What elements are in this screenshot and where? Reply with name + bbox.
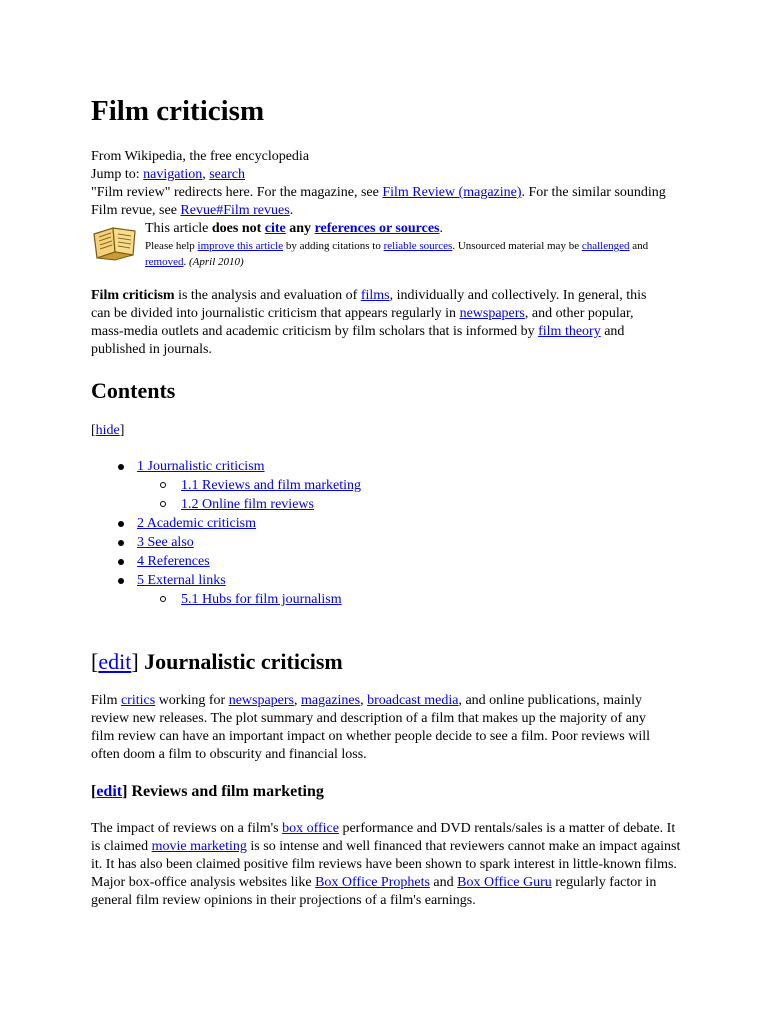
search-link[interactable]: search (209, 167, 245, 182)
jump-to-line (91, 166, 691, 184)
improve-this-article-link[interactable]: improve this article (197, 240, 284, 252)
toc-link-reviews-and-film-marketing[interactable]: 1.1 Reviews and film marketing (181, 478, 362, 493)
revue-film-revues-link[interactable]: Revue#Film revues (180, 203, 290, 218)
bullet-icon (118, 559, 124, 565)
notice-text (145, 220, 665, 270)
redirect-text: . For the similar sounding Film revue, see (91, 185, 666, 218)
newspapers-link[interactable]: newspapers (459, 306, 525, 321)
hide-toc-link[interactable]: hide (95, 423, 120, 438)
contents-heading: Contents (91, 378, 176, 403)
notice-text-segment: . (439, 221, 443, 236)
removed-link[interactable]: removed (145, 256, 184, 268)
bullet-icon (118, 578, 124, 584)
intro-paragraph (91, 287, 669, 359)
intro-bold-term: Film criticism (91, 288, 175, 303)
box-office-link[interactable]: box office (282, 821, 339, 836)
newspapers-link[interactable]: newspapers (228, 693, 294, 708)
bullet-icon (118, 540, 124, 546)
paragraph-text: Film (91, 693, 121, 708)
edit-bracket: [ (91, 783, 97, 800)
article-meta (91, 148, 691, 220)
cite-link[interactable]: cite (264, 221, 286, 236)
notice-bold-text: does not (211, 221, 265, 236)
notice-text-segment: . Unsourced material may be (452, 240, 582, 252)
circle-bullet-icon (160, 596, 166, 602)
paragraph-text: is so intense and well financed that reviewers cannot make an impact against it. It has also been claimed positive film reviews have been shown to spark interest in little-known films. Major box-office analysis websites like (91, 839, 681, 890)
toc-item (118, 534, 194, 552)
circle-bullet-icon (160, 482, 166, 488)
intro-text: and published in journals. (91, 324, 625, 357)
page-title: Film criticism (91, 95, 265, 127)
toc-link-see-also[interactable]: 3 See also (137, 535, 194, 550)
section-heading-text: Reviews and film marketing (131, 783, 324, 800)
magazines-link[interactable]: magazines (301, 693, 361, 708)
reviews-and-marketing-paragraph (91, 820, 681, 910)
redirect-note (91, 184, 691, 220)
from-line: From Wikipedia, the free encyclopedia (91, 149, 310, 164)
toc-item (160, 591, 342, 609)
jump-to-label: Jump to: (91, 167, 144, 182)
notice-text-segment: . (183, 256, 189, 268)
edit-section-link[interactable]: edit (96, 783, 123, 800)
critics-link[interactable]: critics (120, 693, 156, 708)
edit-bracket: ] (131, 649, 145, 674)
edit-bracket: ] (122, 783, 132, 800)
notice-text-segment: Please help (145, 240, 198, 252)
edit-section-link[interactable]: edit (98, 649, 132, 674)
notice-main-line (145, 220, 665, 238)
redirect-text: "Film review" redirects here. For the magazine, see (91, 185, 383, 200)
navigation-link[interactable]: navigation (143, 167, 203, 182)
toc-item (118, 572, 226, 590)
bullet-icon (118, 521, 124, 527)
paragraph-text: and (429, 875, 458, 890)
intro-text: is the analysis and evaluation of (174, 288, 361, 303)
film-theory-link[interactable]: film theory (538, 324, 601, 339)
toc-link-online-film-reviews[interactable]: 1.2 Online film reviews (181, 497, 314, 512)
redirect-text: . (289, 203, 294, 218)
toc-toggle (91, 422, 124, 440)
toc-item (118, 515, 256, 533)
toc-item (118, 458, 265, 476)
paragraph-text: , (360, 693, 368, 708)
notice-bold-text: any (285, 221, 315, 236)
notice-text-segment: This article (145, 221, 212, 236)
toc-item (160, 496, 314, 514)
paragraph-text: The impact of reviews on a film's (91, 821, 283, 836)
notice-text-segment: and (629, 240, 649, 252)
notice-detail-line (145, 238, 665, 270)
notice-text-segment: by adding citations to (283, 240, 384, 252)
bullet-icon (118, 464, 124, 470)
jump-to-separator: , (202, 167, 210, 182)
box-office-guru-link[interactable]: Box Office Guru (457, 875, 552, 890)
toc-link-journalistic-criticism[interactable]: 1 Journalistic criticism (137, 459, 265, 474)
intro-text: , and other popular, mass-media outlets and academic criticism by film scholars that is informed by (91, 306, 634, 339)
section-heading-journalistic-criticism (91, 648, 343, 676)
movie-marketing-link[interactable]: movie marketing (151, 839, 247, 854)
toc-link-academic-criticism[interactable]: 2 Academic criticism (137, 516, 256, 531)
paragraph-text: performance and DVD rentals/sales is a matter of debate. It is claimed (91, 821, 676, 854)
film-review-magazine-link[interactable]: Film Review (magazine) (382, 185, 522, 200)
intro-text: , individually and collectively. In general, this can be divided into journalistic criticism that appears regularly in (91, 288, 647, 321)
reliable-sources-link[interactable]: reliable sources (383, 240, 453, 252)
circle-bullet-icon (160, 501, 166, 507)
journalistic-criticism-paragraph (91, 692, 669, 764)
book-icon (91, 222, 139, 262)
paragraph-text: , (294, 693, 301, 708)
toc-toggle-bracket: [ (91, 423, 96, 438)
section-heading-text: Journalistic criticism (144, 649, 343, 674)
notice-date: (April 2010) (188, 256, 244, 268)
broadcast-media-link[interactable]: broadcast media (367, 693, 459, 708)
box-office-prophets-link[interactable]: Box Office Prophets (315, 875, 430, 890)
toc-item (118, 553, 210, 571)
toc-toggle-bracket: ] (119, 423, 125, 438)
edit-bracket: [ (91, 649, 99, 674)
references-or-sources-link[interactable]: references or sources (314, 221, 440, 236)
challenged-link[interactable]: challenged (581, 240, 630, 252)
toc-item (160, 477, 361, 495)
paragraph-text: regularly factor in general film review opinions in their projections of a film's earnings. (91, 875, 657, 908)
paragraph-text: working for (155, 693, 229, 708)
toc-link-references[interactable]: 4 References (137, 554, 210, 569)
paragraph-text: , and online publications, mainly review new releases. The plot summary and description of a film that makes up the majority of any film review can have an important impact on whether people decide to see a film. Poor reviews will often doom a film to obscurity and financial loss. (91, 693, 651, 762)
toc-link-hubs-for-film-journalism[interactable]: 5.1 Hubs for film journalism (181, 592, 342, 607)
toc-link-external-links[interactable]: 5 External links (137, 573, 226, 588)
films-link[interactable]: films (360, 288, 390, 303)
section-heading-reviews-and-film-marketing (91, 782, 324, 802)
